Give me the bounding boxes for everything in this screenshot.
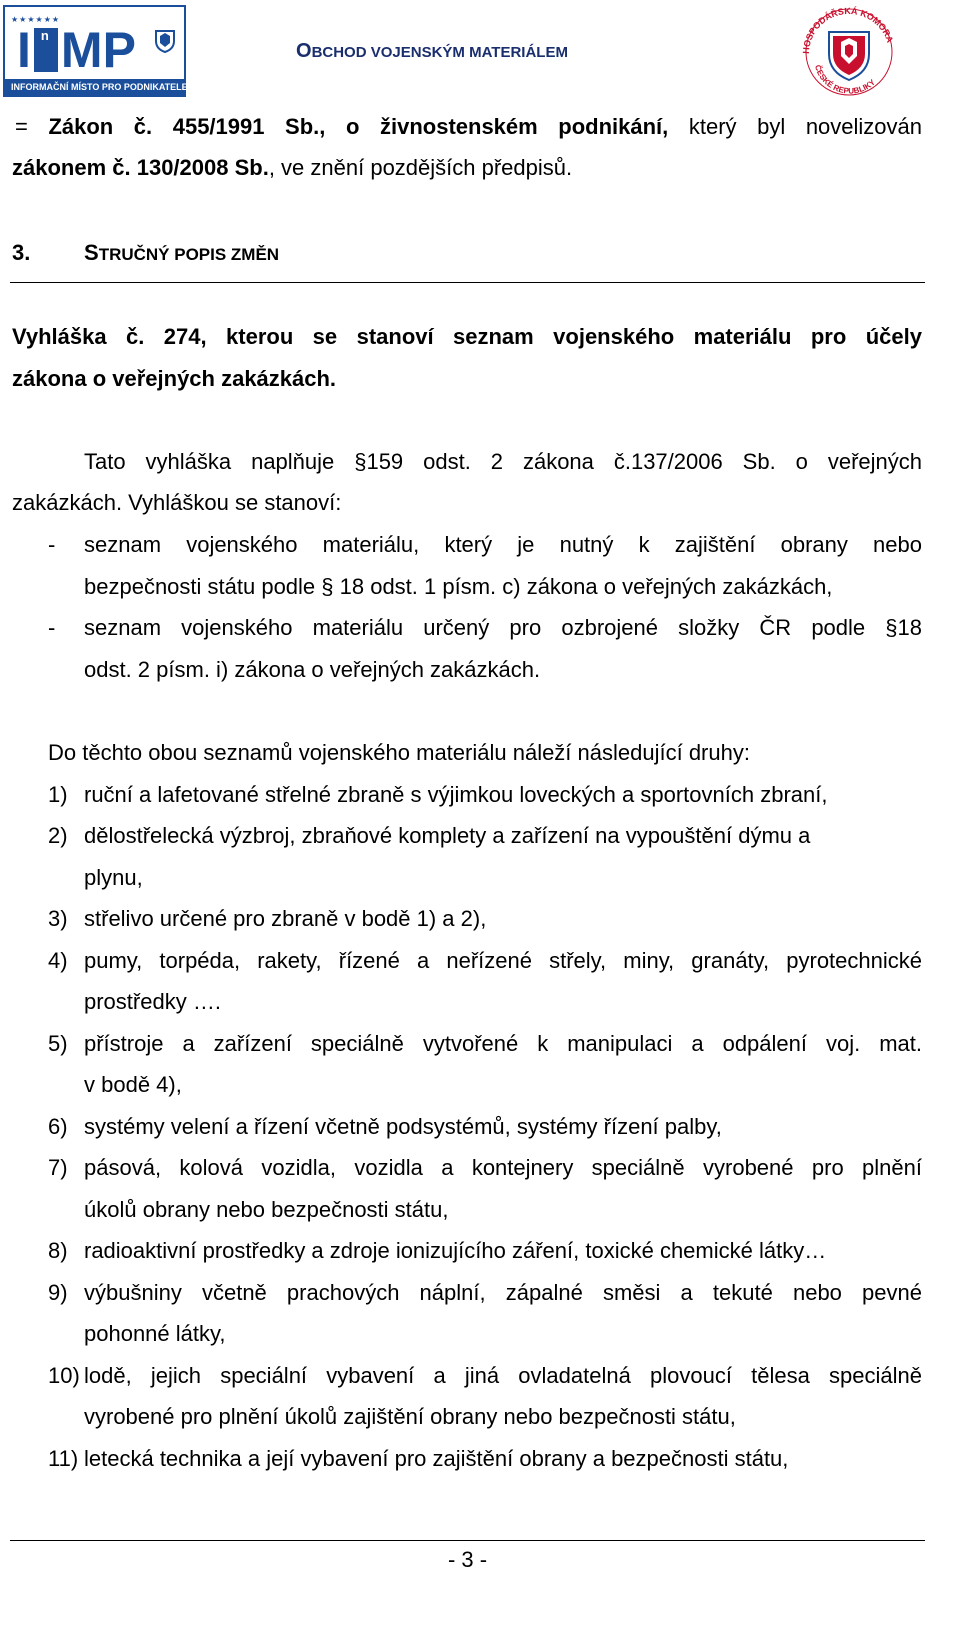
svg-text:ČESKÉ REPUBLIKY: ČESKÉ REPUBLIKY <box>812 63 877 96</box>
law-reference-text: který byl novelizován <box>668 114 923 139</box>
list-item-continuation: plynu, <box>84 865 143 890</box>
law-reference-bold: Zákon č. 455/1991 Sb., o živnostenském podnikání, <box>48 114 669 139</box>
list-item-number: 1) <box>48 782 68 807</box>
paragraph-line-2: zakázkách. Vyhláškou se stanoví: <box>12 490 342 515</box>
dash-marker-1: - <box>48 532 56 557</box>
list-item-text: přístroje a zařízení speciálně vytvořené k manipulaci a odpálení voj. mat. <box>84 1031 922 1056</box>
decree-title-line-2: zákona o veřejných zakázkách. <box>12 366 337 391</box>
section-heading-rest: TRUČNÝ POPIS ZMĚN <box>98 245 280 264</box>
list-item-text: systémy velení a řízení včetně podsystémů, systémy řízení palby, <box>84 1114 722 1139</box>
list-item-number: 9) <box>48 1280 68 1305</box>
logo-letter-p: P <box>102 22 136 78</box>
list-item-continuation: v bodě 4), <box>84 1072 182 1097</box>
list-item-text: pásová, kolová vozidla, vozidla a kontejnery speciálně vyrobené pro plnění <box>84 1155 922 1180</box>
logo-superscript-box <box>34 28 58 72</box>
list-item-continuation: prostředky …. <box>84 989 221 1014</box>
list-item-text: letecká technika a její vybavení pro zajištění obrany a bezpečnosti státu, <box>84 1446 789 1471</box>
list-item-continuation: pohonné látky, <box>84 1321 226 1346</box>
list-marker: = <box>15 114 49 139</box>
list-item-number: 7) <box>48 1155 68 1180</box>
list-item-number: 8) <box>48 1238 68 1263</box>
header-title-initial: O <box>296 40 312 62</box>
page-number: - 3 - <box>447 1547 488 1572</box>
list-item-continuation: úkolů obrany nebo bezpečnosti státu, <box>84 1197 449 1222</box>
paragraph-line-1: Tato vyhláška naplňuje §159 odst. 2 zákona č.137/2006 Sb. o veřejných <box>84 449 922 474</box>
document-header-title <box>296 40 568 63</box>
law-reference-bold-2: zákonem č. 130/2008 Sb. <box>12 155 269 180</box>
list-item-number: 3) <box>48 906 68 931</box>
list-intro: Do těchto obou seznamů vojenského materiálu náleží následující druhy: <box>48 740 750 765</box>
dash-item-2-line-2: odst. 2 písm. i) zákona o veřejných zakázkách. <box>84 657 541 682</box>
list-item-number: 10) <box>48 1363 80 1388</box>
list-item-text: radioaktivní prostředky a zdroje ionizujícího záření, toxické chemické látky… <box>84 1238 827 1263</box>
list-item-number: 4) <box>48 948 68 973</box>
list-item-text: ruční a lafetované střelné zbraně s výjimkou loveckých a sportovních zbraní, <box>84 782 828 807</box>
section-divider <box>10 282 925 283</box>
list-item-continuation: vyrobené pro plnění úkolů zajištění obrany nebo bezpečnosti státu, <box>84 1404 736 1429</box>
list-item-text: dělostřelecká výzbroj, zbraňové komplety a zařízení na vypouštění dýmu a <box>84 823 811 848</box>
law-reference-line-1 <box>15 114 922 140</box>
logo-letter-i: I <box>17 22 31 78</box>
decree-title-line-1: Vyhláška č. 274, kterou se stanoví seznam vojenského materiálu pro účely <box>12 324 922 349</box>
inmp-logo <box>3 5 186 97</box>
dash-item-1-line-2: bezpečnosti státu podle § 18 odst. 1 písm. c) zákona o veřejných zakázkách, <box>84 574 833 599</box>
list-item-text: pumy, torpéda, rakety, řízené a neřízené střely, miny, granáty, pyrotechnické <box>84 948 922 973</box>
list-item-text: výbušniny včetně prachových náplní, zápalné směsi a tekuté nebo pevné <box>84 1280 922 1305</box>
chamber-of-commerce-seal-icon <box>793 2 905 98</box>
list-item-number: 6) <box>48 1114 68 1139</box>
list-item-text: střelivo určené pro zbraně v bodě 1) a 2), <box>84 906 487 931</box>
dash-item-2-line-1: seznam vojenského materiálu určený pro ozbrojené složky ČR podle §18 <box>84 615 922 640</box>
stars-decoration-icon: ★★★★★★ <box>11 15 61 24</box>
logo-strip-text: INFORMAČNÍ MÍSTO PRO PODNIKATELE <box>11 82 188 92</box>
section-number: 3. <box>12 240 31 265</box>
footer-divider <box>10 1540 925 1541</box>
section-heading <box>84 240 279 268</box>
list-item-number: 2) <box>48 823 68 848</box>
dash-item-1-line-1: seznam vojenského materiálu, který je nutný k zajištění obrany nebo <box>84 532 922 557</box>
list-item-number: 11) <box>48 1446 79 1471</box>
list-item-number: 5) <box>48 1031 68 1056</box>
header-title-rest: BCHOD VOJENSKÝM MATERIÁLEM <box>311 44 568 61</box>
list-item-text: lodě, jejich speciální vybavení a jiná ovladatelná plovoucí tělesa speciálně <box>84 1363 922 1388</box>
section-heading-initial: S <box>84 240 99 265</box>
law-reference-text-2: , ve znění pozdějších předpisů. <box>268 155 573 180</box>
coat-of-arms-icon <box>154 29 176 53</box>
law-reference-line-2 <box>12 155 572 181</box>
svg-text:HOSPODÁŘSKÁ KOMORA: HOSPODÁŘSKÁ KOMORA <box>800 5 896 55</box>
logo-superscript: n <box>40 28 49 43</box>
logo-letter-m: M <box>60 22 103 78</box>
dash-marker-2: - <box>48 615 56 640</box>
logo-strip <box>5 79 188 95</box>
page-header <box>0 0 960 100</box>
